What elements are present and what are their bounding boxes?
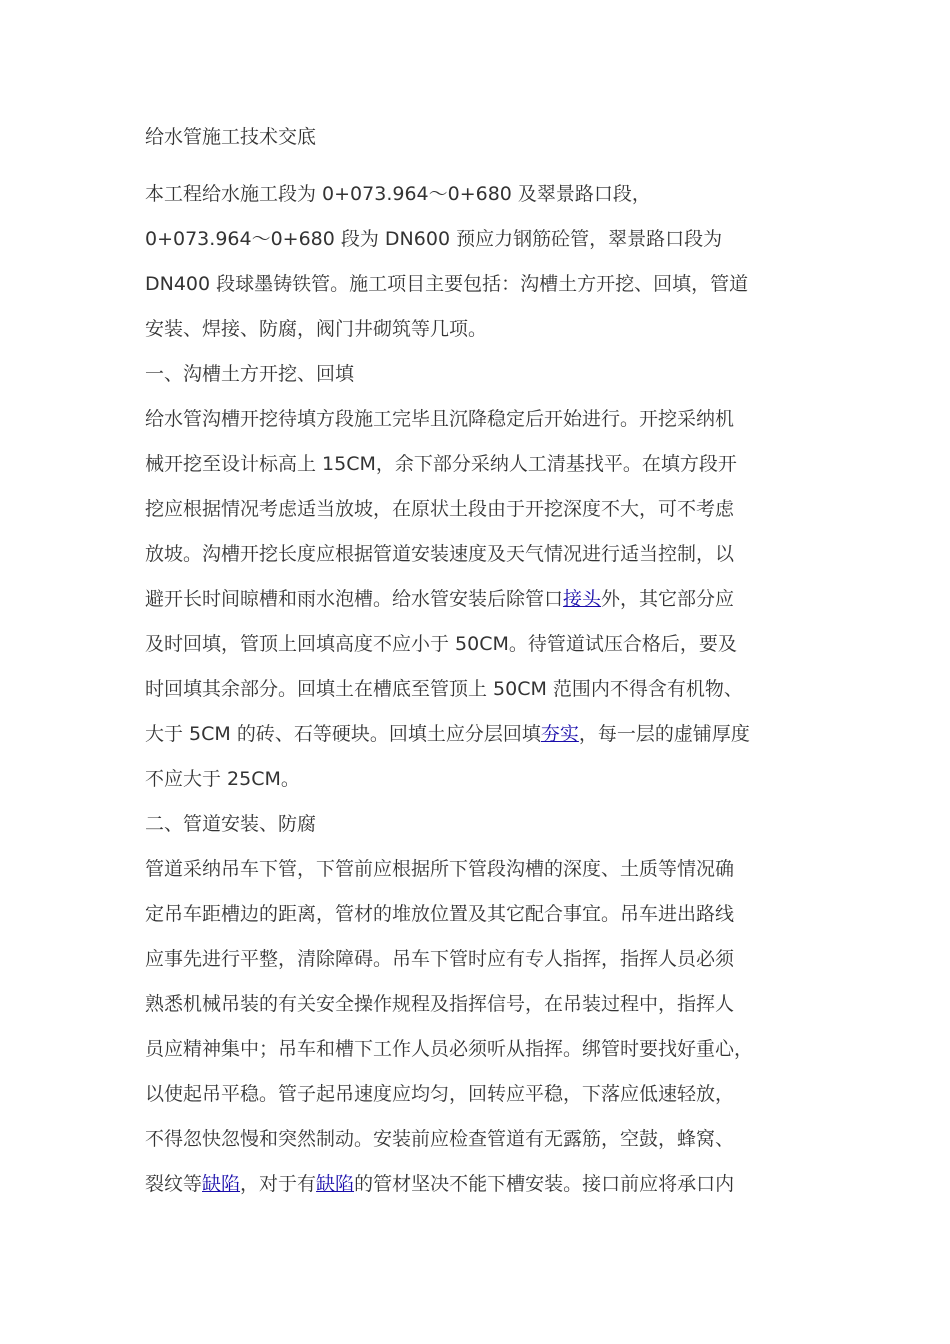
- text-line: [145, 532, 810, 577]
- text-segment: DN400 段球墨铸铁管。施工项目主要包括：沟槽土方开挖、回填，管道: [145, 273, 749, 295]
- text-line: [145, 622, 810, 667]
- text-line: [145, 442, 810, 487]
- inline-link[interactable]: 接头: [563, 588, 602, 610]
- text-segment: 不得忽快忽慢和突然制动。安装前应检查管道有无露筋，空鼓，蜂窝、: [145, 1128, 735, 1150]
- inline-link[interactable]: 缺陷: [202, 1173, 241, 1195]
- text-line: [145, 352, 810, 397]
- text-line: [145, 667, 810, 712]
- text-segment: 避开长时间晾槽和雨水泡槽。给水管安装后除管口: [145, 588, 564, 610]
- text-segment: 0+073.964～0+680 段为 DN600 预应力钢筋砼管，翠景路口段为: [145, 228, 723, 250]
- text-line: [145, 982, 810, 1027]
- text-segment: ，每一层的虚铺厚度: [578, 723, 750, 745]
- text-segment: 不应大于 25CM。: [145, 768, 300, 790]
- text-line: [145, 1117, 810, 1162]
- text-line: [145, 847, 810, 892]
- text-segment: 外，其它部分应: [601, 588, 735, 610]
- text-segment: 挖应根据情况考虑适当放坡，在原状土段由于开挖深度不大，可不考虑: [145, 498, 735, 520]
- text-segment: 裂纹等: [145, 1173, 203, 1195]
- text-segment: 以使起吊平稳。管子起吊速度应均匀，回转应平稳，下落应低速轻放，: [145, 1083, 735, 1105]
- inline-link[interactable]: 缺陷: [316, 1173, 355, 1195]
- text-segment: 放坡。沟槽开挖长度应根据管道安装速度及天气情况进行适当控制，以: [145, 543, 735, 565]
- text-segment: 大于 5CM 的砖、石等硬块。回填土应分层回填: [145, 723, 541, 745]
- text-line: [145, 307, 810, 352]
- text-line: [145, 397, 810, 442]
- text-segment: 熟悉机械吊装的有关安全操作规程及指挥信号，在吊装过程中，指挥人: [145, 993, 735, 1015]
- text-line: [145, 757, 810, 802]
- document-body: [145, 118, 810, 1207]
- text-segment: 安装、焊接、防腐，阀门井砌筑等几项。: [145, 318, 488, 340]
- text-segment: 及时回填，管顶上回填高度不应小于 50CM。待管道试压合格后，要及: [145, 633, 737, 655]
- text-segment: ，对于有: [240, 1173, 317, 1195]
- text-line: [145, 892, 810, 937]
- text-segment: 二、管道安装、防腐: [145, 813, 317, 835]
- text-line: [145, 1027, 810, 1072]
- text-line: [145, 712, 810, 757]
- inline-link[interactable]: 夯实: [540, 723, 579, 745]
- text-line: [145, 1162, 810, 1207]
- text-segment: 员应精神集中；吊车和槽下工作人员必须听从指挥。绑管时要找好重心，: [145, 1038, 754, 1060]
- text-segment: 管道采纳吊车下管，下管前应根据所下管段沟槽的深度、土质等情况确: [145, 858, 735, 880]
- text-line: [145, 802, 810, 847]
- text-line: [145, 577, 810, 622]
- text-line: [145, 1072, 810, 1117]
- text-segment: 时回填其余部分。回填土在槽底至管顶上 50CM 范围内不得含有机物、: [145, 678, 743, 700]
- text-segment: 的管材坚决不能下槽安装。接口前应将承口内: [354, 1173, 735, 1195]
- document-title: 给水管施工技术交底: [145, 126, 317, 148]
- text-line: [145, 217, 810, 262]
- text-line: [145, 262, 810, 307]
- text-line: [145, 937, 810, 982]
- text-line: [145, 487, 810, 532]
- text-segment: 应事先进行平整，清除障碍。吊车下管时应有专人指挥，指挥人员必须: [145, 948, 735, 970]
- text-segment: 一、沟槽土方开挖、回填: [145, 363, 355, 385]
- text-segment: 本工程给水施工段为 0+073.964～0+680 及翠景路口段，: [145, 183, 651, 205]
- text-segment: 给水管沟槽开挖待填方段施工完毕且沉降稳定后开始进行。开挖采纳机: [145, 408, 735, 430]
- text-segment: 定吊车距槽边的距离，管材的堆放位置及其它配合事宜。吊车进出路线: [145, 903, 735, 925]
- text-segment: 械开挖至设计标高上 15CM，余下部分采纳人工清基找平。在填方段开: [145, 453, 737, 475]
- text-line: [145, 172, 810, 217]
